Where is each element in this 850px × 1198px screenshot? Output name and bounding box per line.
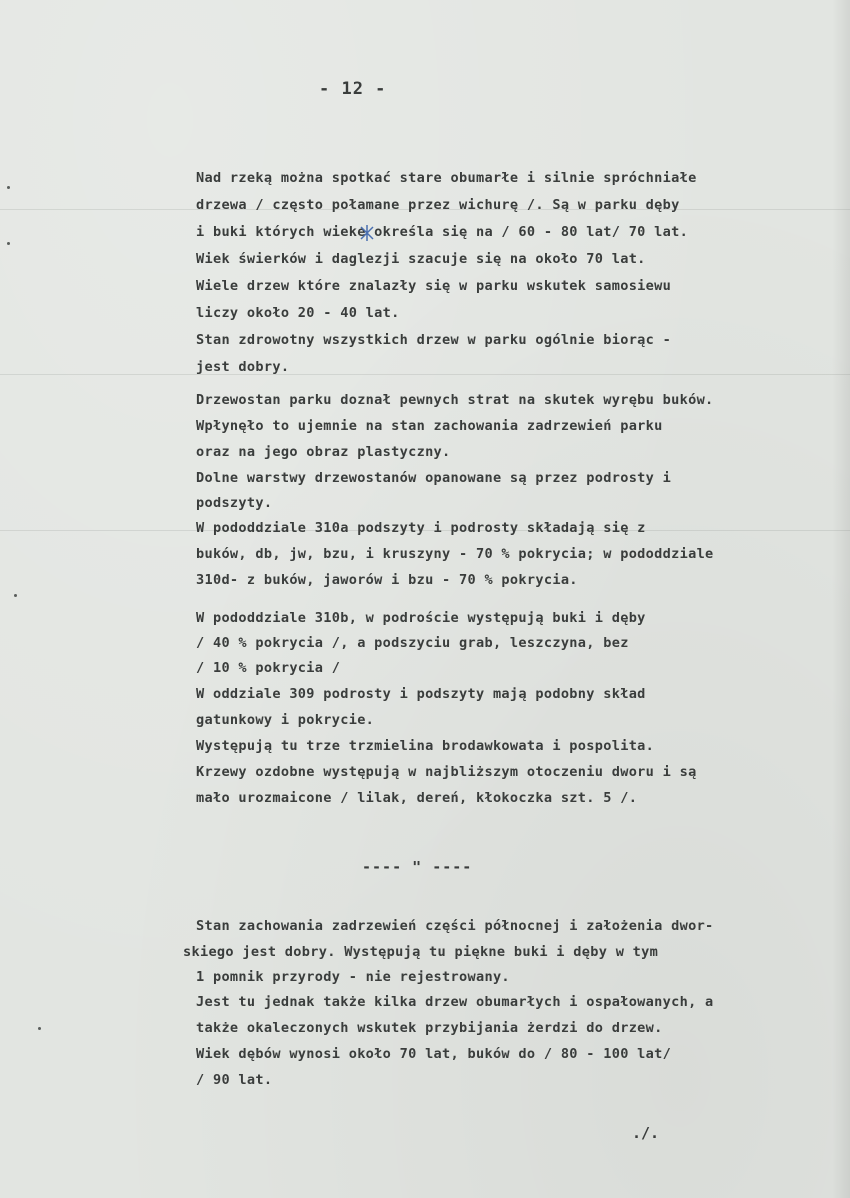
- text-line: / 90 lat.: [196, 1072, 273, 1088]
- text-line: podszyty.: [196, 495, 273, 511]
- text-line: Krzewy ozdobne występują w najbliższym otoczeniu dworu i są: [196, 764, 697, 780]
- text-line: jest dobry.: [196, 359, 290, 375]
- margin-mark: [14, 594, 17, 597]
- margin-mark: [7, 186, 10, 189]
- text-line: oraz na jego obraz plastyczny.: [196, 444, 451, 460]
- margin-mark: [7, 242, 10, 245]
- text-line: także okaleczonych wskutek przybijania żerdzi do drzew.: [196, 1020, 663, 1036]
- section-divider: ---- " ----: [362, 858, 473, 876]
- text-line: mało urozmaicone / lilak, dereń, kłokoczka szt. 5 /.: [196, 790, 638, 806]
- text-line: buków, db, jw, bzu, i kruszyny - 70 % pokrycia; w pododdziale: [196, 546, 714, 562]
- text-line: skiego jest dobry. Występują tu piękne buki i dęby w tym: [183, 944, 659, 960]
- text-line: i buki których wieke określa się na / 60 - 80 lat/ 70 lat.: [196, 224, 689, 240]
- text-line: 1 pomnik przyrody - nie rejestrowany.: [196, 969, 510, 985]
- text-line: Jest tu jednak także kilka drzew obumarłych i ospałowanych, a: [196, 994, 714, 1010]
- text-line: Nad rzeką można spotkać stare obumarłe i silnie spróchniałe: [196, 170, 697, 186]
- text-line: 310d- z buków, jaworów i bzu - 70 % pokrycia.: [196, 572, 578, 588]
- text-line: Stan zachowania zadrzewień części północnej i założenia dwor-: [196, 918, 714, 934]
- continuation-mark: ./.: [632, 1124, 660, 1142]
- text-line: drzewa / często połamane przez wichurę /. Są w parku dęby: [196, 197, 680, 213]
- text-line: W pododdziale 310a podszyty i podrosty składają się z: [196, 520, 646, 536]
- text-line: Drzewostan parku doznał pewnych strat na skutek wyrębu buków.: [196, 392, 714, 408]
- text-line: Wiek dębów wynosi około 70 lat, buków do / 80 - 100 lat/: [196, 1046, 672, 1062]
- text-line: W pododdziale 310b, w podroście występują buki i dęby: [196, 610, 646, 626]
- margin-mark: [38, 1027, 41, 1030]
- handwritten-correction-mark: [358, 224, 376, 242]
- text-line: / 10 % pokrycia /: [196, 660, 341, 676]
- page-edge-shadow: [832, 0, 850, 1198]
- text-line: Wiek świerków i daglezji szacuje się na około 70 lat.: [196, 251, 646, 267]
- text-line: Wiele drzew które znalazły się w parku wskutek samosiewu: [196, 278, 672, 294]
- scan-rule: [0, 374, 850, 375]
- text-line: liczy około 20 - 40 lat.: [196, 305, 400, 321]
- text-line: gatunkowy i pokrycie.: [196, 712, 375, 728]
- text-line: Występują tu trze trzmielina brodawkowata i pospolita.: [196, 738, 655, 754]
- text-line: Wpłynęło to ujemnie na stan zachowania zadrzewień parku: [196, 418, 663, 434]
- text-line: Dolne warstwy drzewostanów opanowane są przez podrosty i: [196, 470, 672, 486]
- page-number: - 12 -: [319, 79, 387, 99]
- text-line: / 40 % pokrycia /, a podszyciu grab, leszczyna, bez: [196, 635, 629, 651]
- text-line: W oddziale 309 podrosty i podszyty mają podobny skład: [196, 686, 646, 702]
- text-line: Stan zdrowotny wszystkich drzew w parku ogólnie biorąc -: [196, 332, 672, 348]
